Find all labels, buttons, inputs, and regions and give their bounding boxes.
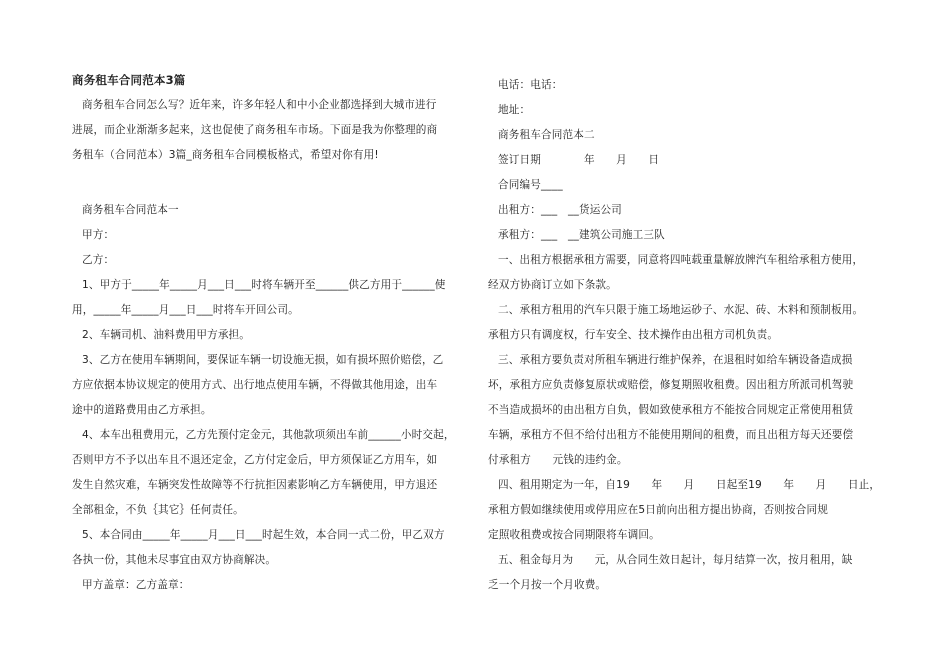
article-3-line-3: 不当造成损坏的由出租方自负，假如致使承租方不能按合同规定正常使用租赁 [488, 404, 854, 416]
lessee-line: 承租方：___ __建筑公司施工三队 [498, 229, 665, 241]
clause-3-line-1: 3、乙方在使用车辆期间，要保证车辆一切设施无损，如有损坏照价赔偿，乙 [82, 354, 444, 366]
section-heading-2: 商务租车合同范本二 [498, 129, 595, 141]
party-b-label: 乙方： [82, 254, 115, 266]
sign-date-line: 签订日期 年 月 日 [498, 154, 660, 166]
intro-line-1: 商务租车合同怎么写？近年来，许多年轻人和中小企业都选择到大城市进行 [82, 99, 437, 111]
contract-number-line: 合同编号____ [498, 179, 563, 191]
article-5-line-2: 乏一个月按一个月收费。 [488, 579, 607, 591]
clause-4-line-4: 全部租金，不负｛其它｝任何责任。 [72, 504, 244, 516]
article-3-line-5: 付承租方 元钱的违约金。 [488, 454, 628, 466]
intro-line-3: 务租车（合同范本）3篇_商务租车合同模板格式，希望对你有用! [72, 149, 379, 161]
clause-1-line-2: 用，_____年_____月___日___时将车开回公司。 [72, 304, 299, 316]
document-title: 商务租车合同范本3篇 [72, 73, 186, 87]
article-5-line-1: 五、租金每月为 元，从合同生效日起计，每月结算一次，按月租用，缺 [498, 554, 853, 566]
section-heading-1: 商务租车合同范本一 [82, 204, 179, 216]
address-line: 地址： [498, 104, 531, 116]
article-2-line-1: 二、承租方租用的汽车只限于施工场地运砂子、水泥、砖、木料和预制板用。 [498, 304, 864, 316]
clause-4-line-2: 否则甲方不予以出车且不退还定金，乙方付定金后，甲方须保证乙方用车，如 [72, 454, 438, 466]
article-1-line-1: 一、出租方根据承租方需要，同意将四吨载重量解放牌汽车租给承租方使用， [498, 254, 864, 266]
phone-line: 电话：电话： [498, 79, 563, 91]
clause-5-line-2: 各执一份，其他未尽事宜由双方协商解决。 [72, 554, 277, 566]
clause-4-line-1: 4、本车出租费用元，乙方先预付定金元，其他款项须出车前______小时交起， [82, 429, 455, 441]
article-4-line-1: 四、租用期定为一年，自19 年 月 日起至19 年 月 日止， [498, 479, 881, 491]
article-2-line-2: 承租方只有调度权，行车安全、技术操作由出租方司机负责。 [488, 329, 779, 341]
party-a-label: 甲方： [82, 229, 115, 241]
clause-3-line-2: 方应依据本协议规定的使用方式、出行地点使用车辆，不得做其他用途，出车 [72, 379, 438, 391]
clause-2: 2、车辆司机、油料费用甲方承担。 [82, 329, 251, 341]
clause-3-line-3: 途中的道路费用由乙方承担。 [72, 404, 212, 416]
article-1-line-2: 经双方协商订立如下条款。 [488, 279, 617, 291]
clause-5-line-1: 5、本合同由_____年_____月___日___时起生效，本合同一式二份，甲乙双方 [82, 529, 445, 541]
signature-line: 甲方盖章：乙方盖章： [82, 579, 190, 591]
article-3-line-4: 车辆，承租方不但不给付出租方不能使用期间的租费，而且出租方每天还要偿 [488, 429, 854, 441]
lessor-line: 出租方：___ __货运公司 [498, 204, 622, 216]
article-3-line-2: 坏，承租方应负责修复原状或赔偿，修复期照收租费。因出租方所派司机驾驶 [488, 379, 854, 391]
article-4-line-3: 定照收租费或按合同期限将车调回。 [488, 529, 660, 541]
clause-4-line-3: 发生自然灾难，车辆突发性故障等不行抗拒因素影响乙方车辆使用，甲方退还 [72, 479, 438, 491]
intro-line-2: 进展，而企业渐渐多起来，这也促使了商务租车市场。下面是我为你整理的商 [72, 124, 438, 136]
clause-1-line-1: 1、甲方于_____年_____月___日___时将车辆开至______供乙方用于______使 [82, 279, 446, 291]
article-4-line-2: 承租方假如继续使用或停用应在5日前向出租方提出协商，否则按合同规 [488, 504, 828, 516]
article-3-line-1: 三、承租方要负责对所租车辆进行维护保养，在退租时如给车辆设备造成损 [498, 354, 853, 366]
